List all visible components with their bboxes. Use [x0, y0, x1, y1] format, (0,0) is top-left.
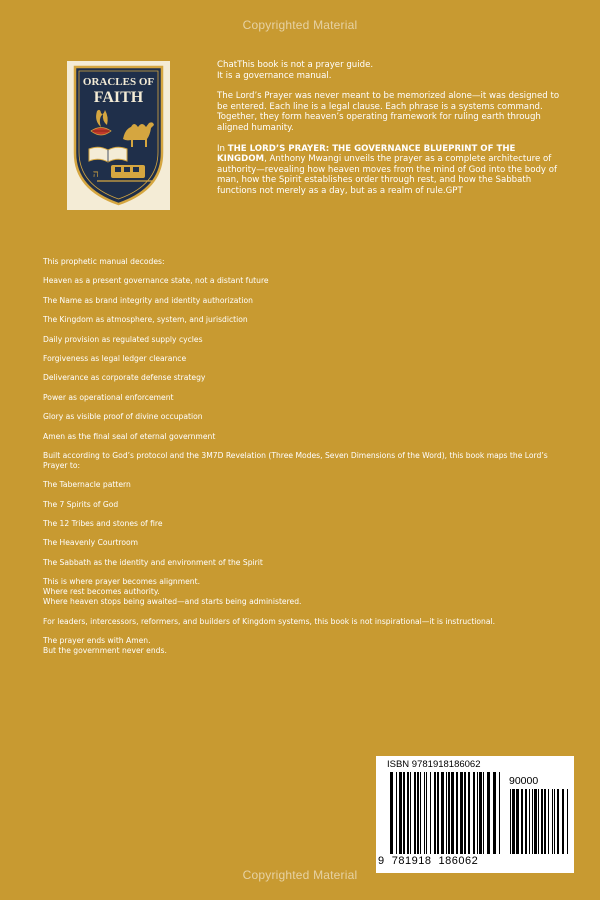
barcode-bar: [390, 772, 393, 854]
list-item: Deliverance as corporate defense strategy: [43, 373, 206, 383]
list-item: The 12 Tribes and stones of fire: [43, 519, 163, 529]
barcode-bar: [562, 789, 564, 854]
barcode-bar: [407, 772, 409, 854]
list-item: Power as operational enforcement: [43, 392, 174, 402]
barcode-bar: [473, 772, 475, 854]
barcode-bar: [493, 772, 496, 854]
alignment-line-1: This is where prayer becomes alignment.: [43, 577, 200, 587]
isbn-label: ISBN 9781918186062: [387, 759, 481, 770]
barcode-bar: [441, 772, 444, 854]
logo-text-line1: ORACLES OF: [82, 76, 155, 88]
copyright-watermark-bottom: Copyrighted Material: [242, 868, 358, 882]
barcode-bar: [417, 772, 419, 854]
barcode-bar: [538, 789, 539, 854]
list-item: Amen as the final seal of eternal government: [43, 431, 216, 441]
intro-line-1: ChatThis book is not a prayer guide.: [217, 60, 374, 70]
built-according-text: Built according to God’s protocol and the 3M7D Revelation (Three Modes, Seven Dimensions of the Word), this book maps the Lord’s Prayer to:: [43, 450, 548, 470]
barcode-bar: [396, 772, 397, 854]
list-item: The Tabernacle pattern: [43, 480, 131, 490]
copyright-watermark-top: Copyrighted Material: [242, 18, 358, 32]
barcode-bar: [479, 772, 482, 854]
list-item: The 7 Spirits of God: [43, 499, 119, 509]
barcode-bar: [456, 772, 458, 854]
barcode-bar: [529, 789, 530, 854]
list-item: Glory as visible proof of divine occupation: [43, 412, 203, 422]
ending-paragraph: [43, 636, 558, 656]
ending-line-1: The prayer ends with Amen.: [43, 636, 151, 646]
list-item: Forgiveness as legal ledger clearance: [43, 353, 187, 363]
oracles-of-faith-logo: [67, 61, 170, 210]
barcode-bar: [521, 789, 523, 854]
intro-line-2: It is a governance manual.: [217, 70, 332, 81]
barcode-bar: [554, 789, 555, 854]
barcode-bar: [552, 789, 553, 854]
intro-paragraph-3: [217, 144, 562, 197]
price-code: 90000: [509, 775, 539, 787]
list-item: Heaven as a present governance state, not a distant future: [43, 276, 269, 286]
list-item: The Heavenly Courtroom: [43, 538, 139, 548]
barcode-bar: [414, 772, 416, 854]
barcode-bar: [430, 772, 431, 854]
ending-line-2: But the government never ends.: [43, 646, 167, 656]
barcode-bar: [424, 772, 425, 854]
barcode-bar: [499, 772, 500, 854]
barcode-bar: [548, 789, 549, 854]
barcode-bar: [434, 772, 436, 854]
barcode-bar: [532, 789, 533, 854]
list-item: Daily provision as regulated supply cycles: [43, 334, 203, 344]
barcode-bar: [448, 772, 450, 854]
intro-text-block: [217, 60, 562, 207]
barcode-bar: [534, 789, 537, 854]
barcode-bar: [557, 789, 559, 854]
leaders-paragraph: For leaders, intercessors, reformers, and builders of Kingdom systems, this book is not inspirational—it is instructional.: [43, 616, 496, 626]
intro-paragraph-2: The Lord’s Prayer was never meant to be memorized alone—it was designed to be entered. Each line is a legal clause. Each phrase is a systems command. Together, they form heaven’s operating framework for ruling earth through aligned humanity.: [217, 91, 560, 133]
intro-paragraph-1: [217, 60, 562, 81]
barcode-bar: [399, 772, 402, 854]
barcode-bar: [544, 789, 546, 854]
barcode-bar: [460, 772, 463, 854]
barcode-bar: [420, 772, 421, 854]
barcode-bar: [525, 789, 527, 854]
barcode-bar: [516, 789, 519, 854]
decodes-heading: This prophetic manual decodes:: [43, 257, 165, 266]
barcode-bar: [446, 772, 447, 854]
isbn-barcode: [376, 756, 574, 873]
list-item: The Sabbath as the identity and environment of the Spirit: [43, 557, 263, 567]
barcode-bar: [451, 772, 454, 854]
book-title-bold: THE LORD’S PRAYER: THE GOVERNANCE BLUEPRINT OF THE KINGDOM: [217, 143, 516, 165]
barcode-bar: [426, 772, 427, 854]
barcode-digits: 9 781918 186062: [378, 855, 479, 867]
intro-p3-body: , Anthony Mwangi unveils the prayer as a complete architecture of authority—revealing how heaven moves from the mind of God into the body of man, how the Spirit establishes order through rest, and how the Sabbath functions not merely as a day, but as a realm of rule.GPT: [217, 154, 558, 196]
barcode-bar: [464, 772, 466, 854]
logo-text-line2: FAITH: [93, 89, 144, 106]
barcode-bar: [567, 789, 568, 854]
list-item: The Kingdom as atmosphere, system, and jurisdiction: [43, 315, 248, 325]
alignment-paragraph: [43, 577, 558, 607]
barcode-bar: [512, 789, 515, 854]
description-list: [43, 257, 558, 665]
barcode-bar: [437, 772, 439, 854]
barcode-bar: [410, 772, 411, 854]
logo-emblem: [67, 61, 170, 210]
barcode-bar: [510, 789, 511, 854]
list-item: The Name as brand integrity and identity authorization: [43, 295, 253, 305]
barcode-bar: [487, 772, 490, 854]
barcode-bar: [403, 772, 405, 854]
alignment-line-2: Where rest becomes authority.: [43, 587, 160, 597]
barcode-bar: [468, 772, 470, 854]
intro-p3-prefix: In: [217, 143, 228, 154]
barcode-bar: [483, 772, 484, 854]
barcode-bar: [541, 789, 543, 854]
alignment-line-3: Where heaven stops being awaited—and starts being administered.: [43, 597, 302, 607]
barcode-bar: [477, 772, 478, 854]
hebrew-letter-icon: ה: [93, 169, 99, 180]
